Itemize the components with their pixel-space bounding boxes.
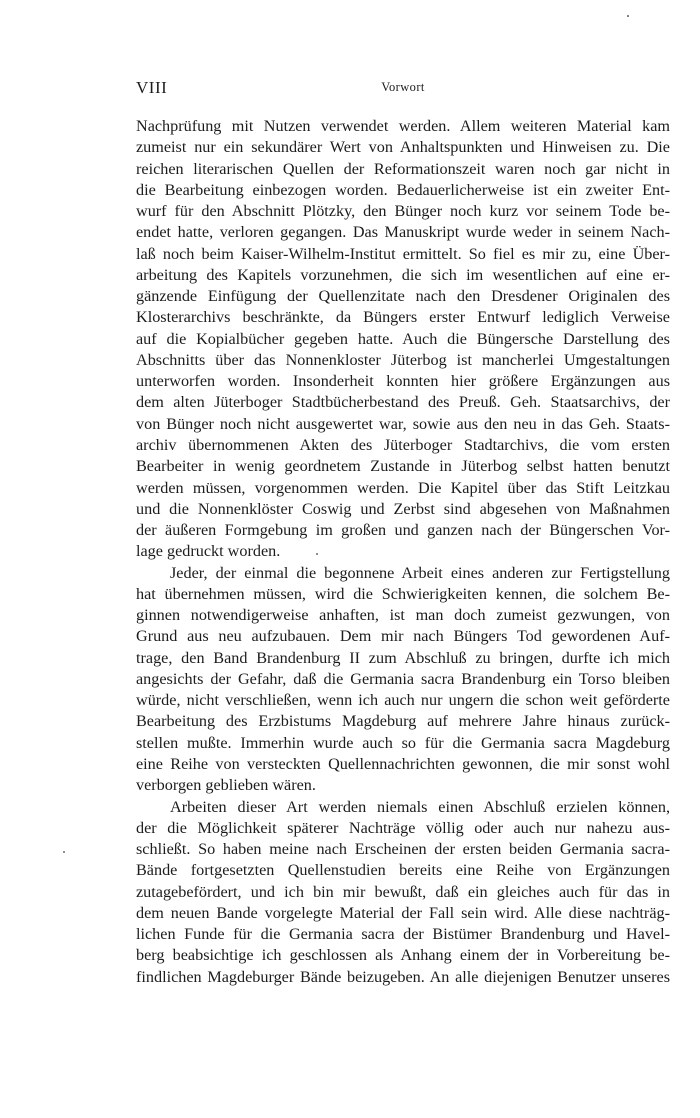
text-line: lichen Funde für die Germania sacra der Bistümer Brandenburg und Havel- [136, 925, 670, 944]
text-line: werden müssen, vorgenommen werden. Die Kapitel über das Stift Leitzkau [136, 478, 670, 497]
text-line: unterworfen worden. Insonderheit konnten hier größere Ergänzungen aus [136, 372, 670, 391]
text-line: und die Nonnenklöster Coswig und Zerbst sind abgesehen von Maßnahmen [136, 499, 670, 518]
text-line: reichen literarischen Quellen der Reformationszeit waren noch gar nicht in [136, 159, 670, 178]
text-line: endet hatte, verloren gegangen. Das Manuskript wurde weder in seinem Nach- [136, 223, 670, 242]
text-line: Abschnitts über das Nonnenkloster Jüterbog ist mancherlei Umgestaltungen [136, 350, 670, 369]
page-number: VIII [136, 78, 168, 97]
text-line: zutagebefördert, und ich bin mir bewußt, daß ein gleiches auch für das in [136, 882, 670, 901]
text-line: würde, nicht verschließen, wenn ich auch nur ungern die schon weit geförderte [136, 691, 670, 710]
text-line: der äußeren Formgebung im großen und ganzen nach der Büngerschen Vor- [136, 521, 670, 540]
text-line: die Bearbeitung einbezogen worden. Bedauerlicherweise ist ein zweiter Ent- [136, 180, 670, 199]
text-line: Arbeiten dieser Art werden niemals einen Abschluß erzielen können, [170, 797, 670, 816]
text-line: dem alten Jüterboger Stadtbücherbestand des Preuß. Geh. Staatsarchivs, der [136, 393, 670, 412]
text-line: Bearbeitung des Erzbistums Magdeburg auf mehrere Jahre hinaus zurück- [136, 712, 670, 731]
text-line: arbeitung des Kapitels vorzunehmen, die sich im wesentlichen auf eine er- [136, 265, 670, 284]
running-title: Vorwort [381, 80, 425, 94]
text-line: Bände fortgesetzten Quellenstudien bereits eine Reihe von Ergänzungen [136, 861, 670, 880]
text-line: angesichts der Gefahr, daß die Germania sacra Brandenburg ein Torso bleiben [136, 669, 670, 688]
text-line: Klosterarchivs beschränkte, da Büngers erster Entwurf lediglich Verweise [136, 308, 670, 327]
body-text [136, 116, 670, 988]
text-line: hat übernehmen müssen, wird die Schwierigkeiten kennen, die solchem Be- [136, 584, 670, 603]
text-line: Grund aus neu aufzubauen. Dem mir nach Büngers Tod gewordenen Auf- [136, 627, 670, 646]
running-head [136, 78, 670, 100]
text-line: zumeist nur ein sekundärer Wert von Anhaltspunkten und Hinweisen zu. Die [136, 138, 670, 157]
text-line: laß noch beim Kaiser-Wilhelm-Institut ermittelt. So fiel es mir zu, eine Über- [136, 244, 670, 263]
text-line: ginnen notwendigerweise anhaften, ist man doch zumeist gezwungen, von [136, 606, 670, 625]
text-line: gänzende Einfügung der Quellenzitate nach den Dresdener Originalen des [136, 287, 670, 306]
text-line: findlichen Magdeburger Bände beizugeben. An alle diejenigen Benutzer unseres [136, 967, 670, 986]
text-line: der die Möglichkeit späterer Nachträge völlig oder auch nur nahezu aus- [136, 818, 670, 837]
text-line: schließt. So haben meine nach Erscheinen der ersten beiden Germania sacra- [136, 840, 670, 859]
text-line: Nachprüfung mit Nutzen verwendet werden. Allem weiteren Material kam [136, 117, 670, 135]
text-line: stellen mußte. Immerhin wurde auch so für die Germania sacra Magdeburg [136, 733, 670, 752]
text-line: auf die Kopialbücher gegeben hatte. Auch die Büngersche Darstellung des [136, 329, 670, 348]
text-line: Jeder, der einmal die begonnene Arbeit eines anderen zur Fertigstellung [170, 563, 670, 582]
text-line: eine Reihe von versteckten Quellennachrichten gewonnen, die mir sonst wohl [136, 754, 670, 773]
print-speck [627, 15, 629, 17]
text-line: Bearbeiter in wenig geordnetem Zustande in Jüterbog selbst hatten benutzt [136, 457, 670, 476]
text-line: trage, den Band Brandenburg II zum Abschluß zu bringen, durfte ich mich [136, 648, 670, 667]
print-speck [63, 851, 65, 853]
print-speck [316, 553, 318, 555]
text-line: wurf für den Abschnitt Plötzky, den Bünger noch kurz vor seinem Tode be- [136, 202, 670, 221]
text-line: archiv übernommenen Akten des Jüterboger Stadtarchivs, die vom ersten [136, 435, 670, 454]
text-line: verborgen geblieben wären. [136, 776, 316, 795]
text-line: berg beabsichtige ich geschlossen als Anhang einem der in Vorbereitung be- [136, 946, 670, 965]
text-line: von Bünger noch nicht ausgewertet war, sowie aus den neu in das Geh. Staats- [136, 414, 670, 433]
text-line: lage gedruckt worden. [136, 542, 281, 561]
text-line: dem neuen Bande vorgelegte Material der Fall sein wird. Alle diese nachträg- [136, 903, 670, 922]
